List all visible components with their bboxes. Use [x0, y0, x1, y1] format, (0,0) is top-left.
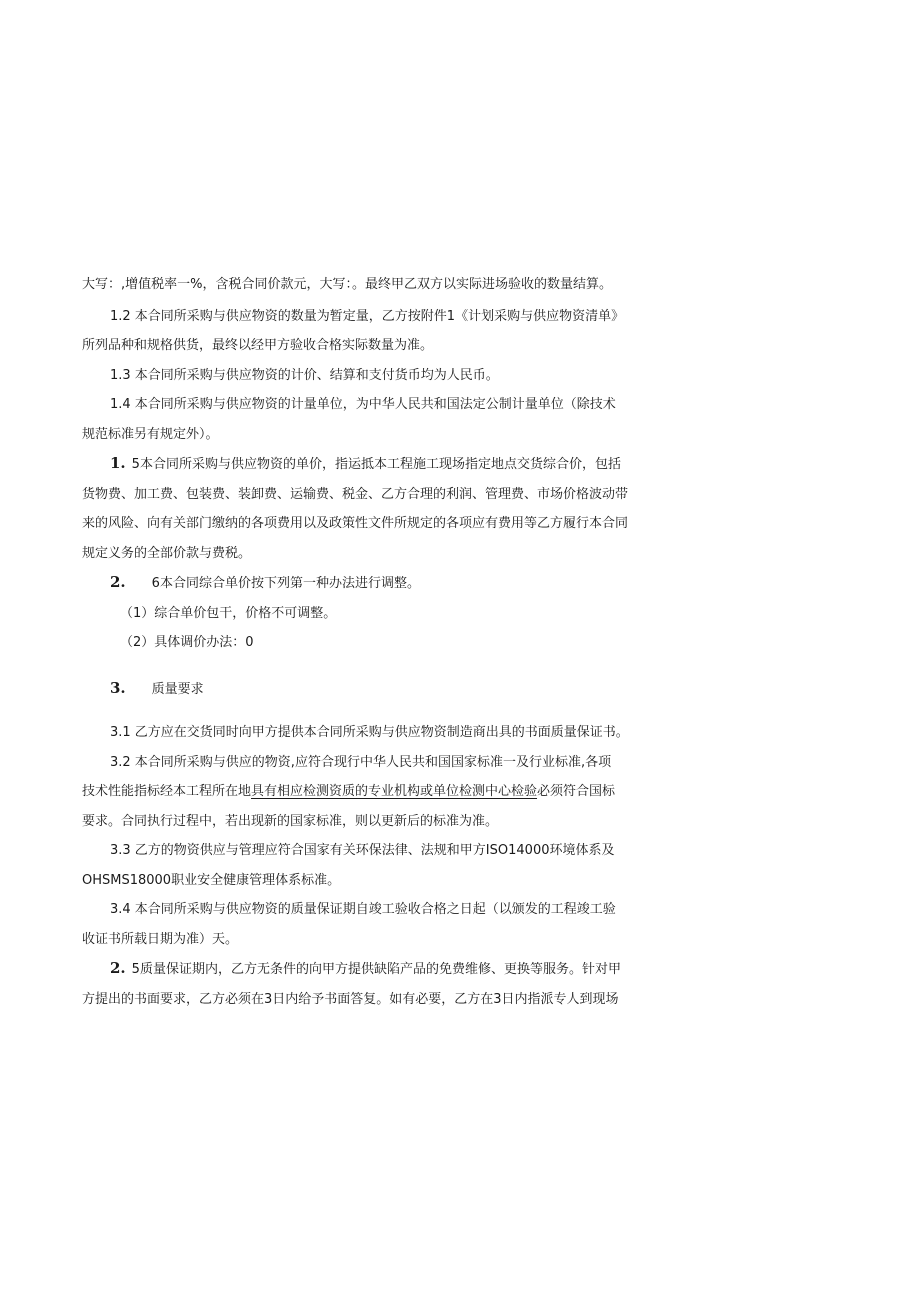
text-span: 技术性能指标经本工程所在地: [82, 784, 252, 799]
clause-1-4-line1: 1.4 本合同所采购与供应物资的计量单位，为中华人民共和国法定公制计量单位（除技术: [110, 397, 616, 412]
clause-1-3: 1.3 本合同所采购与供应物资的计价、结算和支付货币均为人民币。: [110, 367, 499, 383]
clause-1-2-line2: 所列品种和规格供货，最终以经甲方验收合格实际数量为准。: [82, 338, 434, 353]
contract-body: [82, 270, 842, 1014]
clause-3-2-line2: [82, 777, 842, 807]
clause-3-2-line1: 3.2 本合同所采购与供应的物资,应符合现行中华人民共和国国家标准一及行业标准,各项: [110, 754, 612, 770]
clause-1-5-line1: [82, 449, 842, 480]
clause-text: 6本合同综合单价按下列第一种办法进行调整。: [151, 576, 420, 591]
list-item-1: （1）综合单价包干，价格不可调整。: [120, 605, 337, 621]
clause-1-5-line4: 规定义务的全部价款与费税。: [82, 545, 252, 561]
clause-3-2-line3: 要求。合同执行过程中，若出现新的国家标准，则以更新后的标准为准。: [82, 813, 499, 829]
section-3-heading: [82, 674, 842, 705]
text-span: 必须符合国标: [537, 784, 616, 799]
section-title: 质量要求: [151, 681, 204, 697]
underlined-text: 具有相应检测资质的专业机构或单位检测中心检验: [251, 784, 538, 799]
clause-text: 5本合同所采购与供应物资的单价，指运抵本工程施工现场指定地点交货综合价，包括: [131, 457, 621, 472]
clause-text: 5质量保证期内，乙方无条件的向甲方提供缺陷产品的免费维修、更换等服务。针对甲: [131, 962, 621, 977]
clause-1-5-line2: 货物费、加工费、包装费、装卸费、运输费、税金、乙方合理的利润、管理费、市场价格波动带: [82, 486, 629, 502]
clause-number: 2.: [110, 573, 126, 591]
clause-1-2-line1: 1.2 本合同所采购与供应物资的数量为暂定量，乙方按附件1《计划采购与供应物资清单》: [110, 308, 625, 324]
clause-3-4-line2: 收证书所载日期为准）天。: [82, 931, 239, 947]
clause-number: 2.: [110, 959, 126, 977]
clause-3-3-line1: 3.3 乙方的物资供应与管理应符合国家有关环保法律、法规和甲方ISO14000环境体系及: [110, 843, 615, 858]
clause-3-5-line2: 方提出的书面要求，乙方必须在3日内给予书面答复。如有必要，乙方在3日内指派专人到现场: [82, 991, 619, 1007]
clause-1-6: [82, 568, 842, 599]
clause-3-3-line2: OHSMS18000职业安全健康管理体系标准。: [82, 872, 341, 888]
clause-1-5-line3: 来的风险、向有关部门缴纳的各项费用以及政策性文件所规定的各项应有费用等乙方履行本合同: [82, 516, 629, 531]
clause-3-5-line1: [82, 954, 842, 985]
clause-number: 1.: [110, 454, 126, 472]
clause-3-1: 3.1 乙方应在交货同时向甲方提供本合同所采购与供应物资制造商出具的书面质量保证书。: [110, 725, 629, 740]
list-item-2: （2）具体调价办法：0: [120, 635, 254, 650]
clause-1-4-line2: 规范标准另有规定外）。: [82, 426, 219, 442]
text-line: 大写：,增值税率一%，含税合同价款元，大写：。最终甲乙双方以实际进场验收的数量结算。: [82, 277, 612, 292]
clause-3-4-line1: 3.4 本合同所采购与供应物资的质量保证期自竣工验收合格之日起（以颁发的工程竣工验: [110, 902, 616, 917]
section-number: 3.: [110, 678, 126, 697]
